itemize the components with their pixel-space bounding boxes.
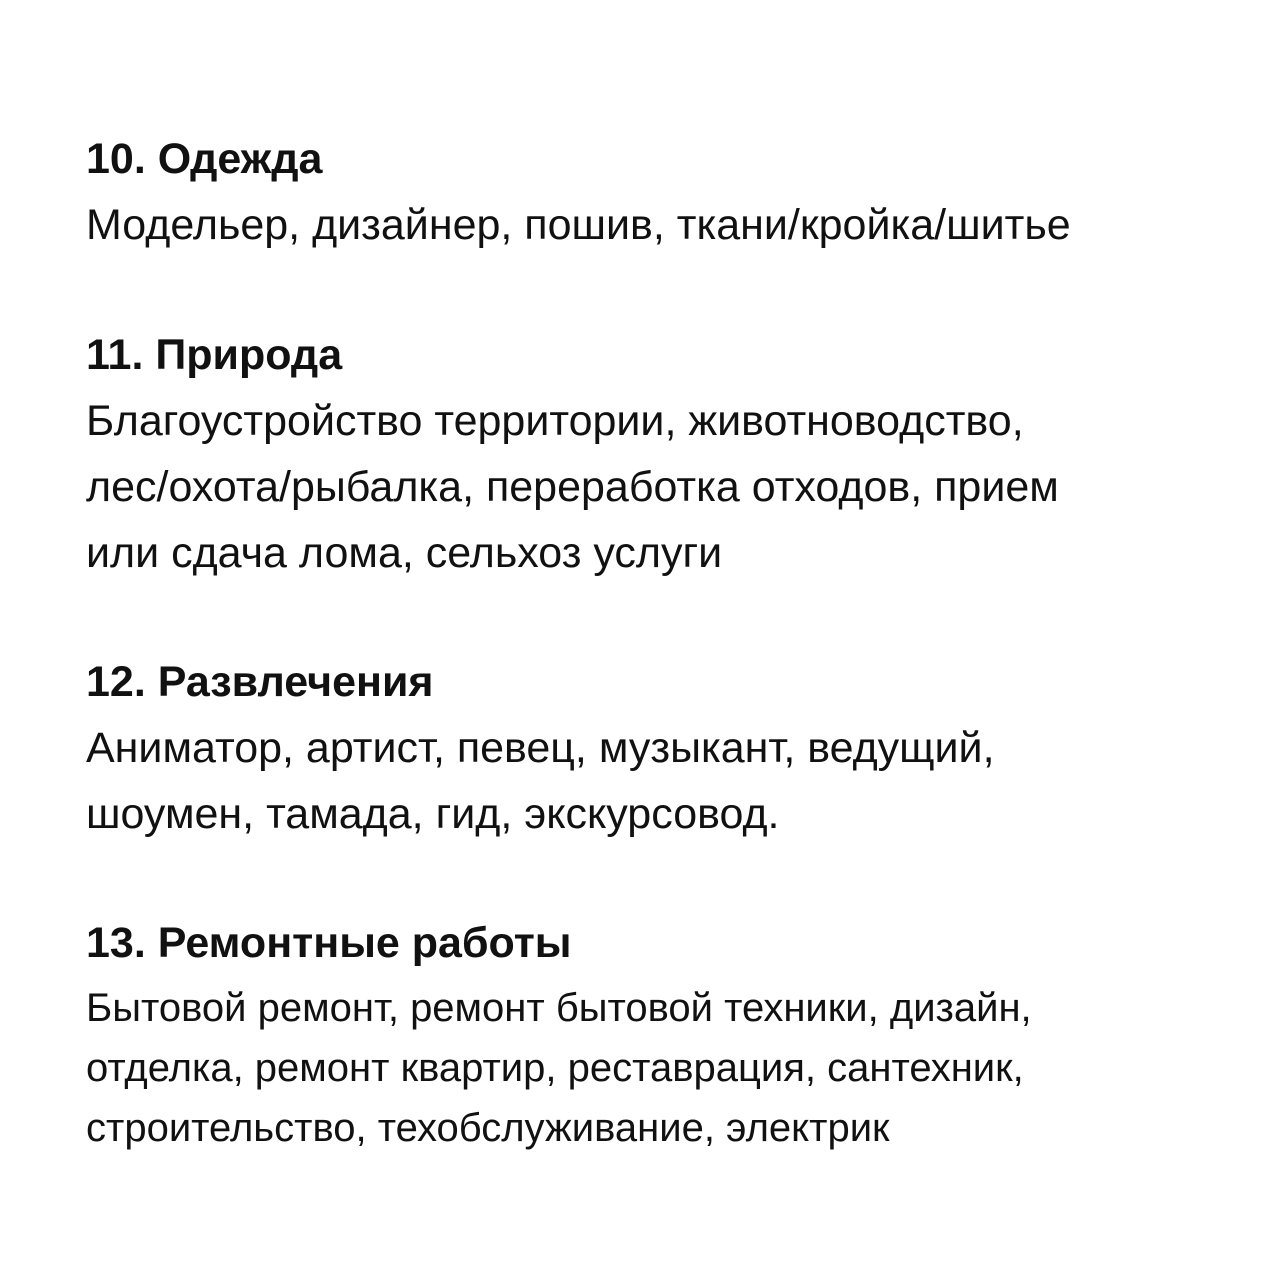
description-line: лес/охота/рыбалка, переработка отходов, прием <box>86 463 1059 511</box>
section-nature <box>86 322 1236 586</box>
section-description <box>86 978 1236 1158</box>
description-line: строительство, техобслуживание, электрик <box>86 1106 890 1150</box>
section-title: 10. Одежда <box>86 135 323 183</box>
section-title: 13. Ремонтные работы <box>86 919 572 967</box>
section-description <box>86 388 1236 586</box>
description-line: или сдача лома, сельхоз услуги <box>86 529 723 577</box>
document-page <box>86 0 1236 1280</box>
section-description <box>86 192 1236 258</box>
description-line: Бытовой ремонт, ремонт бытовой техники, дизайн, <box>86 986 1032 1030</box>
description-line: отделка, ремонт квартир, реставрация, сантехник, <box>86 1046 1024 1090</box>
description-line: Модельер, дизайнер, пошив, ткани/кройка/шитье <box>86 201 1071 249</box>
section-description <box>86 715 1236 847</box>
section-title: 11. Природа <box>86 331 343 379</box>
description-line: шоумен, тамада, гид, экскурсовод. <box>86 790 780 838</box>
section-entertainment <box>86 649 1236 847</box>
description-line: Благоустройство территории, животноводство, <box>86 397 1024 445</box>
section-repair-works <box>86 910 1236 1158</box>
section-title: 12. Развлечения <box>86 658 434 706</box>
description-line: Аниматор, артист, певец, музыкант, ведущий, <box>86 724 995 772</box>
section-clothing <box>86 126 1236 258</box>
